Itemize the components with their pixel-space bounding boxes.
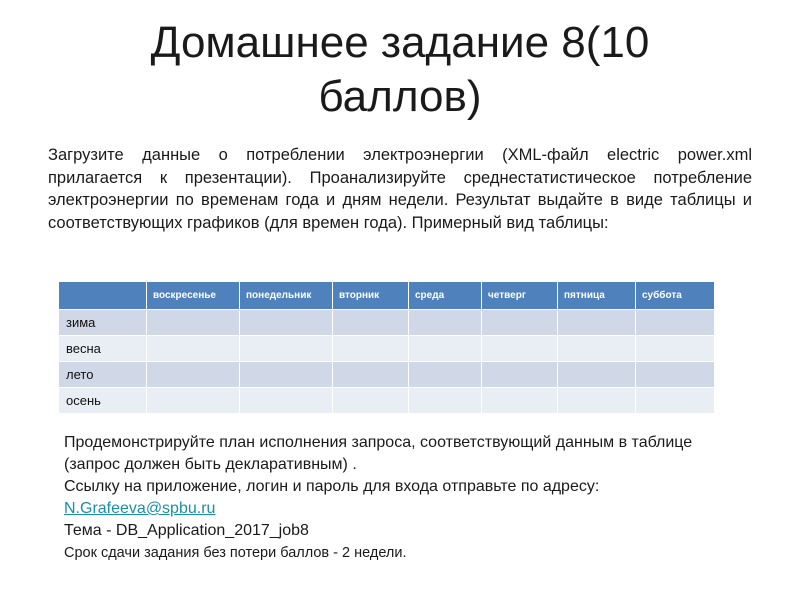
column-header: вторник xyxy=(333,282,409,310)
table-cell xyxy=(147,310,240,336)
sample-result-table xyxy=(58,282,715,414)
table-cell xyxy=(240,362,333,388)
subject-line: Тема - DB_Application_2017_job8 xyxy=(64,522,309,539)
assignment-description: Загрузите данные о потреблении электроэнергии (XML-файл electric power.xml прилагается к презентации). Проанализируйте среднестатистическое потребление электроэнергии по временам года и дням недели. Результат выдайте в виде таблицы и соответствующих графиков (для времен года). Примерный вид таблицы: xyxy=(48,146,752,232)
table-cell xyxy=(333,310,409,336)
table-corner-cell xyxy=(59,282,147,310)
table-cell xyxy=(636,362,715,388)
deadline-note: Срок сдачи задания без потери баллов - 2 недели. xyxy=(64,545,407,561)
table-cell xyxy=(636,310,715,336)
email-link[interactable]: N.Grafeeva@spbu.ru xyxy=(64,500,216,517)
table-cell xyxy=(240,388,333,414)
table-cell xyxy=(482,388,558,414)
send-instruction-text: Ссылку на приложение, логин и пароль для входа отправьте по адресу: xyxy=(64,478,600,495)
table-cell xyxy=(558,310,636,336)
column-header: суббота xyxy=(636,282,715,310)
table-cell xyxy=(333,388,409,414)
table-row xyxy=(59,310,715,336)
table-cell xyxy=(147,362,240,388)
query-plan-instruction: Продемонстрируйте план исполнения запроса, соответствующий данным в таблице (запрос должен быть декларативным) . xyxy=(64,434,693,473)
table-cell xyxy=(482,362,558,388)
title-line-2: баллов) xyxy=(318,72,482,121)
table-cell xyxy=(409,362,482,388)
row-header: зима xyxy=(59,310,147,336)
title-line-1: Домашнее задание 8(10 xyxy=(150,18,650,67)
table-cell xyxy=(482,336,558,362)
row-header: весна xyxy=(59,336,147,362)
table-cell xyxy=(409,336,482,362)
table-cell xyxy=(558,362,636,388)
column-header: четверг xyxy=(482,282,558,310)
table-cell xyxy=(409,310,482,336)
table-cell xyxy=(147,388,240,414)
table-cell xyxy=(636,336,715,362)
table-cell xyxy=(333,336,409,362)
column-header: воскресенье xyxy=(147,282,240,310)
table-row xyxy=(59,388,715,414)
row-header: лето xyxy=(59,362,147,388)
table-cell xyxy=(240,336,333,362)
table-cell xyxy=(558,336,636,362)
submission-instructions xyxy=(64,432,744,564)
table-row xyxy=(59,336,715,362)
column-header: среда xyxy=(409,282,482,310)
table-row xyxy=(59,362,715,388)
table-header-row xyxy=(59,282,715,310)
table-cell xyxy=(636,388,715,414)
table-cell xyxy=(147,336,240,362)
slide-title xyxy=(0,16,800,124)
column-header: пятница xyxy=(558,282,636,310)
row-header: осень xyxy=(59,388,147,414)
table-cell xyxy=(482,310,558,336)
table-cell xyxy=(409,388,482,414)
send-instruction xyxy=(64,476,744,520)
table-cell xyxy=(558,388,636,414)
table-cell xyxy=(333,362,409,388)
column-header: понедельник xyxy=(240,282,333,310)
table-cell xyxy=(240,310,333,336)
